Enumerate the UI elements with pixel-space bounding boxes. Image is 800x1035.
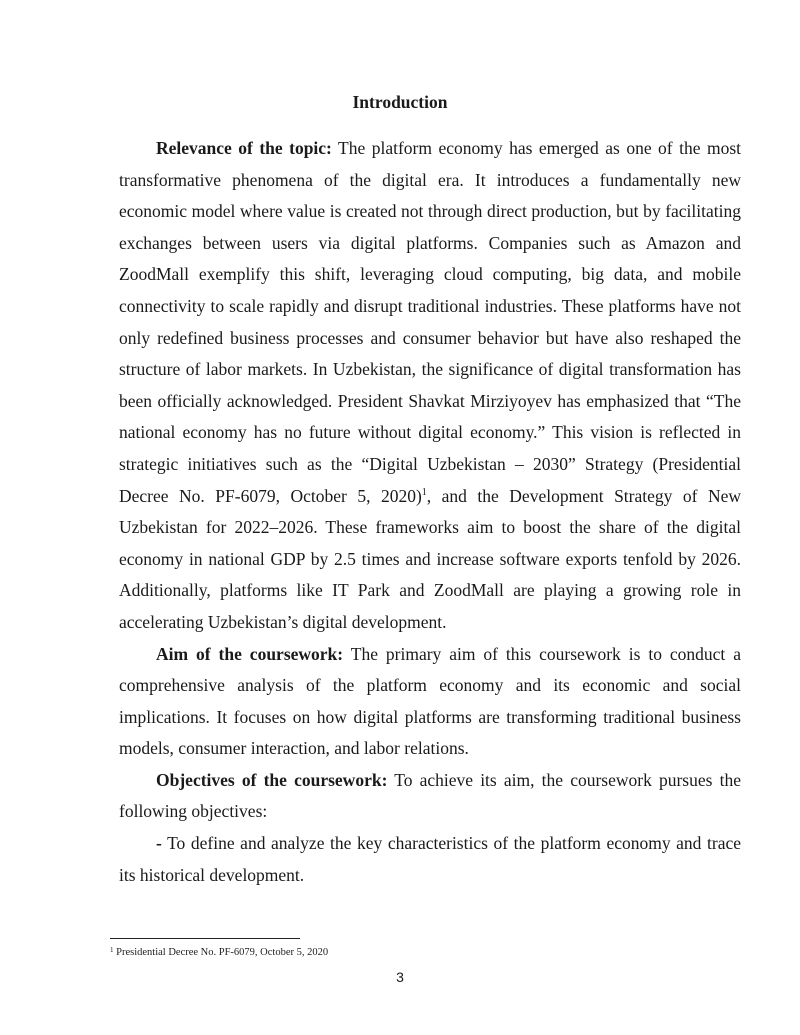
relevance-text-b: , and the Development Strategy of New Uzbekistan for 2022–2026. These frameworks aim to boost the share of the digital economy in national GDP by 2.5 times and increase software exports tenfold by 2026. Additionally, platforms like IT Park and ZoodMall are playing a growing role in accelerating Uzbekistan’s digital development. [119,485,742,632]
objective-text: To define and analyze the key characteristics of the platform economy and trace its historical development. [119,833,741,885]
aim-label: Aim of the coursework: [156,643,344,664]
relevance-text-a: The platform economy has emerged as one of the most transformative phenomena of the digital era. It introduces a fundamentally new economic model where value is created not through direct production, but by facilitating exchanges between users via digital platforms. Companies such as Amazon and ZoodMall exemplify this shift, leveraging cloud computing, big data, and mobile connectivity to scale rapidly and disrupt traditional industries. These platforms have not only redefined business processes and consumer behavior but have also reshaped the structure of labor markets. In Uzbekistan, the significance of digital transformation has been officially acknowledged. President Shavkat Mirziyoyev has emphasized that “The national economy has no future without digital economy.” This vision is reflected in strategic initiatives such as the “Digital Uzbekistan – 2030” Strategy (Presidential Decree No. PF-6079, October 5, 2020) [119,138,741,506]
relevance-label: Relevance of the topic: [156,138,332,158]
footnote [110,946,328,958]
objective-item [119,828,741,891]
section-title: Introduction [352,92,448,112]
footnote-mark: 1 [110,946,114,954]
aim-text: The primary aim of this coursework is to conduct a comprehensive analysis of the platform economy and its economic and social implications. It focuses on how digital platforms are transforming traditional business models, consumer interaction, and labor relations. [119,643,742,759]
objectives-label: Objectives of the coursework: [156,769,388,790]
footnote-text: Presidential Decree No. PF-6079, October 5, 2020 [113,947,329,958]
objective-dash: - [156,833,162,854]
aim-paragraph [119,639,741,765]
page-number: 3 [396,969,404,985]
footnote-divider [110,938,300,939]
objectives-paragraph [119,765,741,828]
body-text [119,133,741,891]
footnote-reference: 1 [421,486,427,498]
objectives-text: To achieve its aim, the coursework pursues the following objectives: [119,769,741,822]
relevance-paragraph [119,133,741,639]
